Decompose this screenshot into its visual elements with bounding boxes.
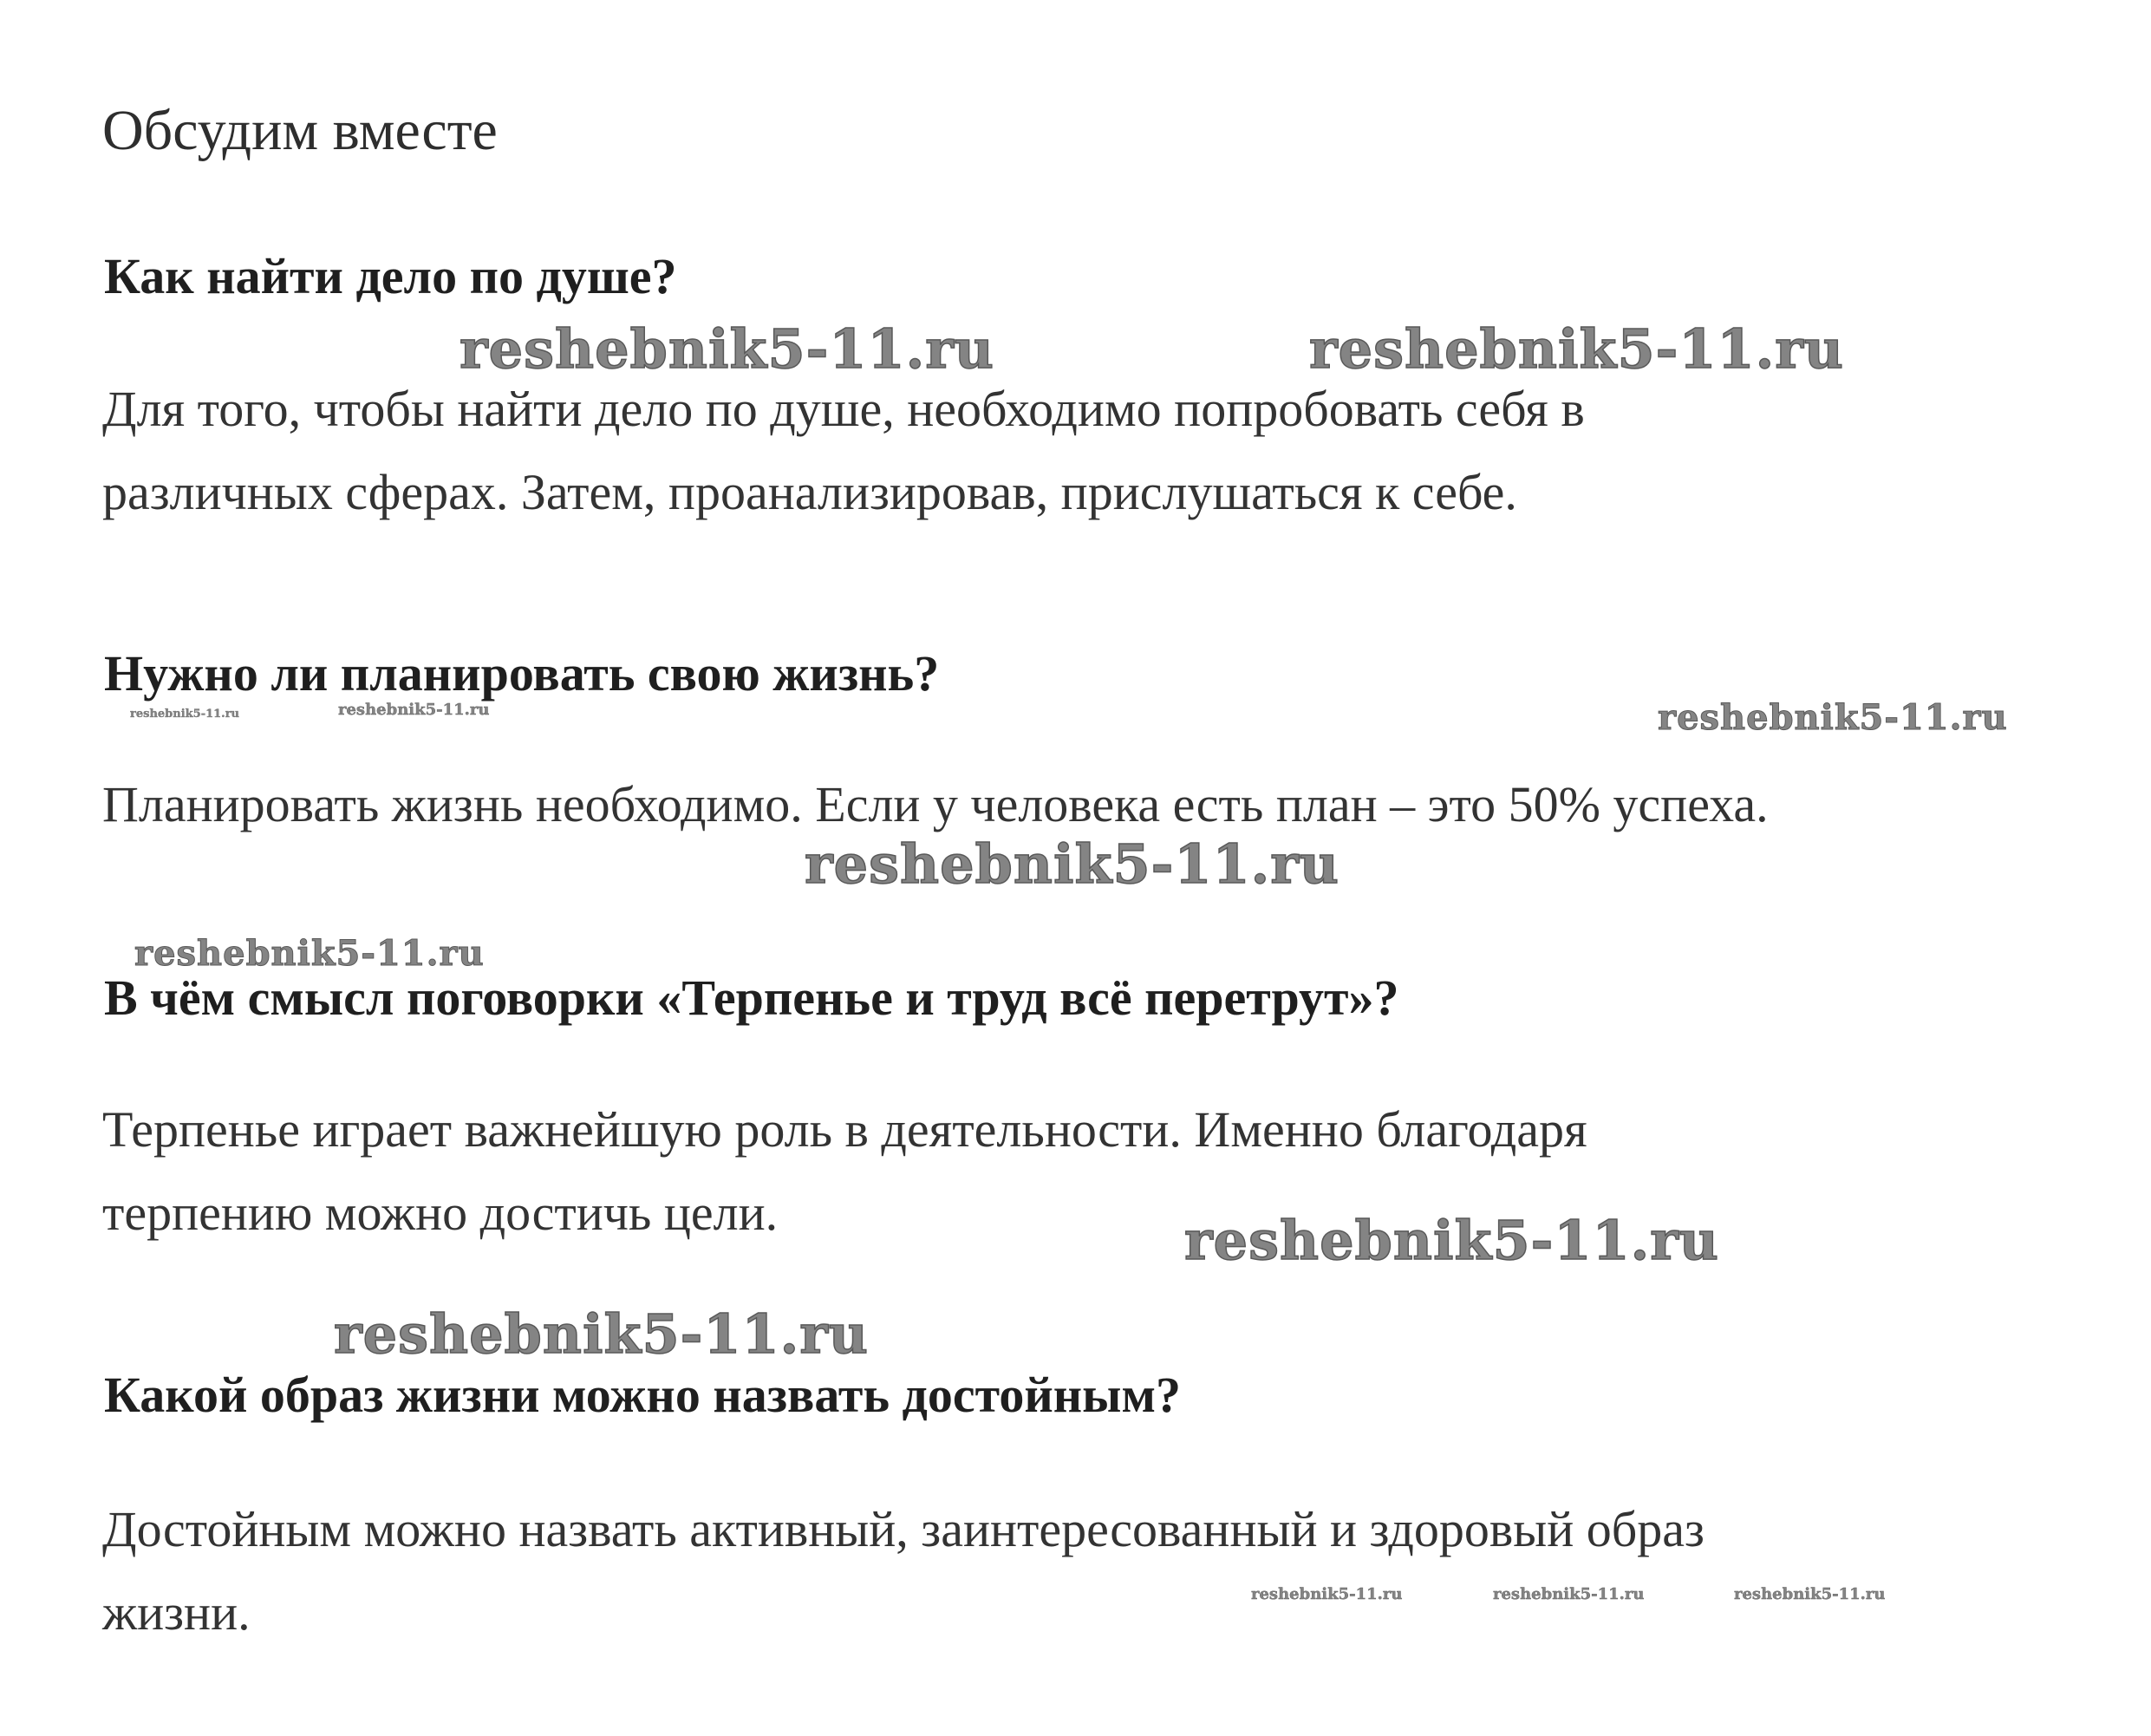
watermark: reshebnik5-11.ru xyxy=(334,1302,869,1366)
watermark: reshebnik5-11.ru xyxy=(1251,1585,1403,1603)
question-heading: Нужно ли планировать свою жизнь? xyxy=(104,645,940,702)
watermark: reshebnik5-11.ru xyxy=(805,832,1339,896)
answer-line: Терпенье играет важнейшую роль в деятельности. Именно благодаря xyxy=(102,1101,1587,1158)
watermark: reshebnik5-11.ru xyxy=(1493,1585,1645,1603)
watermark: reshebnik5-11.ru xyxy=(1658,697,2008,738)
watermark: reshebnik5-11.ru xyxy=(338,701,490,719)
watermark: reshebnik5-11.ru xyxy=(460,317,994,381)
answer-line: терпению можно достичь цели. xyxy=(102,1185,779,1241)
answer-line: Достойным можно назвать активный, заинтересованный и здоровый образ xyxy=(102,1501,1705,1557)
answer-line: жизни. xyxy=(102,1584,251,1641)
answer-line: различных сферах. Затем, проанализировав, прислушаться к себе. xyxy=(102,464,1517,520)
watermark: reshebnik5-11.ru xyxy=(134,933,485,974)
question-heading: В чём смысл поговорки «Терпенье и труд всё перетрут»? xyxy=(104,969,1399,1026)
answer-line: Для того, чтобы найти дело по душе, необходимо попробовать себя в xyxy=(102,381,1585,437)
question-heading: Как найти дело по душе? xyxy=(104,248,677,304)
question-heading: Какой образ жизни можно назвать достойным? xyxy=(104,1367,1181,1423)
watermark: reshebnik5-11.ru xyxy=(1184,1209,1719,1272)
answer-line: Планировать жизнь необходимо. Если у человека есть план – это 50% успеха. xyxy=(102,776,1769,832)
page-title: Обсудим вместе xyxy=(102,99,498,162)
watermark: reshebnik5-11.ru xyxy=(130,708,240,721)
watermark: reshebnik5-11.ru xyxy=(1734,1585,1886,1603)
watermark: reshebnik5-11.ru xyxy=(1309,317,1844,381)
